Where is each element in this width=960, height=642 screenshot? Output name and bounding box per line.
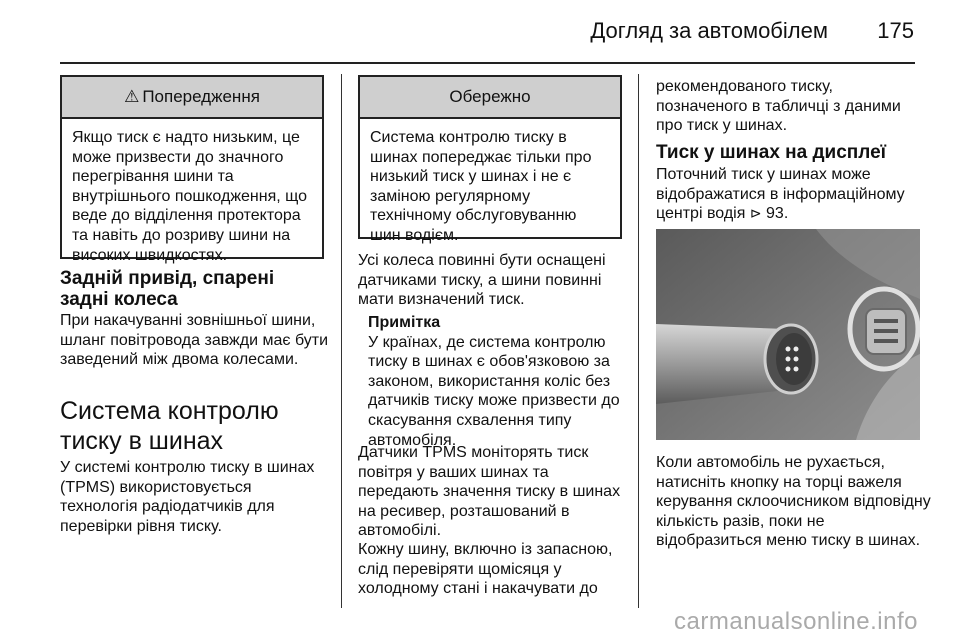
page-reference-arrow-icon: ⊳ <box>749 205 762 222</box>
sensors-paragraph: Усі колеса повинні бути оснащені датчиками тиску, а шини повинні мати визначений тиск. <box>358 252 606 309</box>
warning-box-text: Якщо тиск є надто низьким, це може призвести до значного перегрівання шини та внутрішнього пошкодження, що веде до відділення протектора та навіть до розриву шини на високих швидкостях. <box>72 129 308 264</box>
wiper-button-paragraph: Коли автомобіль не рухається, натисніть кнопку на торці важеля керування склоочисником відповідну кількість разів, поки не відобразиться меню тиску в шинах. <box>656 454 931 550</box>
caution-box-header <box>360 77 620 119</box>
page-number: 175 <box>877 18 914 43</box>
header-rule <box>60 62 915 64</box>
tpms-monitor-paragraph: Датчики TPMS моніторять тиск повітря у ваших шинах та передають значення тиску в шинах на ресивер, розташований в автомобілі. <box>358 444 621 540</box>
wiper-stalk-illustration <box>656 229 920 440</box>
watermark-text: carmanualsonline.info <box>674 608 918 635</box>
warning-box-title: Попередження <box>142 87 260 106</box>
note-title: Примітка <box>368 314 441 331</box>
display-reference-page: 93. <box>766 205 789 223</box>
note-block <box>368 313 630 450</box>
caution-box-title: Обережно <box>449 87 531 106</box>
header-title: Догляд за автомобілем <box>590 18 828 43</box>
display-paragraph <box>656 165 926 224</box>
display-heading: Тиск у шинах на дисплеї <box>656 142 887 163</box>
tpms-text: У системі контролю тиску в шинах (TPMS) використовується технологія радіодатчиків для перевірки рівня тиску. <box>60 459 315 535</box>
caution-box <box>358 75 622 244</box>
column-divider-left <box>341 74 342 608</box>
wiper-stalk-photo <box>656 229 920 440</box>
tpms-heading: Система контролю тиску в шинах <box>60 397 279 455</box>
rear-drive-text: При накачуванні зовнішньої шини, шланг повітровода завжди має бути заведений між двома колесами. <box>60 312 329 369</box>
caution-box-text: Система контролю тиску в шинах попереджає тільки про низький тиск у шинах і не є заміною регулярному технічному обслуговуванню шин водієм. <box>370 129 592 244</box>
recommended-pressure-paragraph: рекомендованого тиску, позначеного в табличці з даними про тиск у шинах. <box>656 78 901 135</box>
note-text: У країнах, де система контролю тиску в шинах є обов'язковою за законом, використання коліс без датчиків тиску може призвести до скасування схвалення типу автомобіля. <box>368 333 620 449</box>
display-text: Поточний тиск у шинах може відображатися в інформаційному центрі водія <box>656 166 905 223</box>
warning-triangle-icon: ⚠ <box>124 87 140 106</box>
warning-box-header <box>62 77 322 119</box>
rear-drive-heading: Задній привід, спарені задні колеса <box>60 268 275 310</box>
column-divider-right <box>638 74 639 608</box>
check-monthly-paragraph: Кожну шину, включно із запасною, слід перевіряти щомісяця у холодному стані і накачувати до <box>358 541 613 598</box>
warning-box <box>60 75 324 264</box>
